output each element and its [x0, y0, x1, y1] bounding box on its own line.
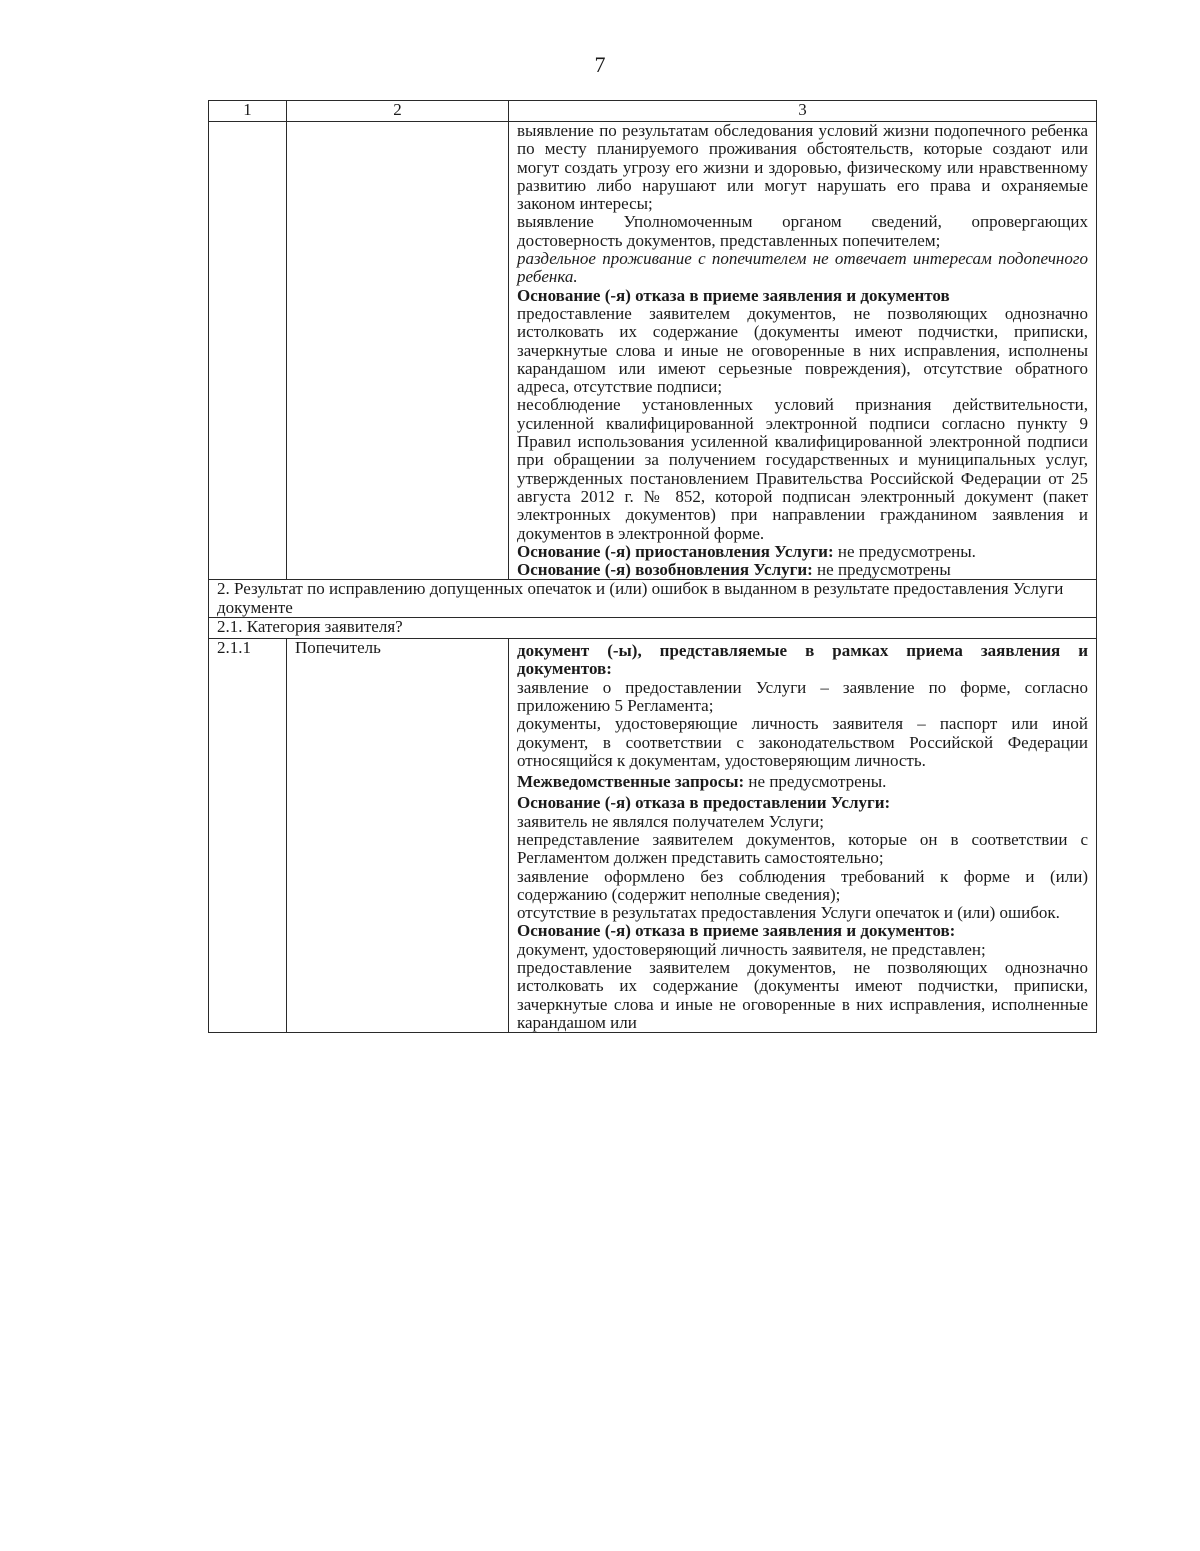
table-row-continuation	[209, 122, 1097, 580]
bold-heading: Основание (-я) отказа в предоставлении Услуги:	[517, 793, 891, 813]
paragraph-text: не предусмотрены.	[744, 772, 887, 792]
grounds-paragraph	[517, 561, 1088, 579]
paragraph-text: раздельное проживание с попечителем не отвечает интересам подопечного ребенка.	[517, 249, 1088, 287]
paragraph-text: непредставление заявителем документов, которые он в соответствии с Регламентом должен представить самостоятельно;	[517, 829, 1088, 868]
section-row-2	[209, 580, 1097, 618]
paragraph-text: заявление оформлено без соблюдения требований к форме и (или) содержанию (содержит неполные сведения);	[517, 866, 1088, 904]
paragraph-text: документы, удостоверяющие личность заявителя – паспорт или иной документ, в соответствии с законодательством Российской Федерации относящийся к документам, удостоверяющим личность.	[517, 714, 1088, 770]
documents-paragraph	[517, 831, 1088, 868]
grounds-paragraph	[517, 122, 1088, 213]
grounds-paragraph	[517, 305, 1088, 396]
bold-heading: Основание (-я) отказа в приеме заявления и документов	[517, 285, 950, 305]
cell-grounds-continued	[509, 122, 1097, 580]
paragraph-text: выявление по результатам обследования условий жизни подопечного ребенка по месту планируемого проживания обстоятельств, которые создают или могут создать угрозу его жизни и здоровью, физическому или нравственному развитию либо нарушают или могут нарушать его права и охраняемые законом интересы;	[517, 121, 1088, 214]
bold-heading: Основание (-я) отказа в приеме заявления и документов:	[517, 921, 956, 941]
paragraph-text: несоблюдение установленных условий признания действительности, усиленной квалифицированной электронной подписи согласно пункту 9 Правил использования усиленной квалифицированной электронной подписи при обращении за получением государственных и муниципальных услуг, утвержденных постановлением Правительства Российской Федерации от 25 августа 2012 г. № 852, которой подписан электронный документ (пакет электронных документов) при направлении гражданином заявления и документов в электронной форме.	[517, 395, 1088, 543]
documents-paragraph	[517, 794, 1088, 812]
paragraph-text: предоставление заявителем документов, не позволяющих однозначно истолковать их содержание (документы имеют подчистки, приписки, зачеркнутые слова и иные не оговоренные в них исправления, исполнены карандашом или имеют серьезные повреждения), отсутствие обратного адреса, отсутствие подписи;	[517, 303, 1088, 397]
cell-number-empty	[209, 122, 287, 580]
column-header-3: 3	[509, 101, 1097, 122]
documents-paragraph	[517, 941, 1088, 959]
cell-category-empty	[287, 122, 509, 580]
paragraph-text: не предусмотрены	[812, 560, 951, 580]
column-header-1: 1	[209, 101, 287, 122]
paragraph-text: не предусмотрены.	[833, 541, 976, 561]
bold-heading: Основание (-я) возобновления Услуги:	[517, 560, 813, 580]
documents-paragraph	[517, 904, 1088, 922]
grounds-paragraph	[517, 213, 1088, 250]
documents-paragraph	[517, 922, 1088, 940]
bold-heading: Межведомственные запросы:	[517, 772, 745, 792]
documents-paragraph	[517, 715, 1088, 770]
bold-heading: Основание (-я) приостановления Услуги:	[517, 541, 834, 561]
grounds-paragraph	[517, 250, 1088, 287]
grounds-paragraph	[517, 543, 1088, 561]
documents-paragraph	[517, 959, 1088, 1032]
row-number: 2.1.1	[209, 639, 287, 1033]
cell-documents-and-grounds	[509, 639, 1097, 1033]
grounds-paragraph	[517, 396, 1088, 542]
paragraph-text: отсутствие в результатах предоставления Услуги опечаток и (или) ошибок.	[517, 903, 1060, 923]
paragraph-text: выявление Уполномоченным органом сведений, опровергающих достоверность документов, представленных попечителем;	[517, 212, 1088, 250]
documents-paragraph	[517, 773, 1088, 791]
paragraph-text: заявление о предоставлении Услуги – заявление по форме, согласно приложению 5 Регламента;	[517, 677, 1088, 715]
bold-heading: документ (-ы), представляемые в рамках приема заявления и документов:	[517, 641, 1088, 679]
paragraph-text: документ, удостоверяющий личность заявителя, не представлен;	[517, 939, 986, 959]
section-2-1-title: 2.1. Категория заявителя?	[209, 618, 1097, 639]
section-2-title: 2. Результат по исправлению допущенных опечаток и (или) ошибок в выданном в результате предоставления Услуги документе	[209, 580, 1097, 618]
section-row-2-1	[209, 618, 1097, 639]
applicant-category: Попечитель	[287, 639, 509, 1033]
table-row-2-1-1	[209, 639, 1097, 1033]
grounds-paragraph	[517, 287, 1088, 305]
paragraph-text: заявитель не являлся получателем Услуги;	[517, 811, 824, 831]
documents-paragraph	[517, 868, 1088, 905]
paragraph-text: предоставление заявителем документов, не позволяющих однозначно истолковать их содержание (документы имеют подчистки, приписки, зачеркнутые слова и иные не оговоренные в них исправления, исполненные карандашом или	[517, 958, 1088, 1032]
documents-paragraph	[517, 679, 1088, 716]
column-header-2: 2	[287, 101, 509, 122]
table-header-row	[209, 101, 1097, 122]
documents-paragraph	[517, 642, 1088, 679]
documents-paragraph	[517, 813, 1088, 831]
regulation-table	[208, 100, 1097, 1033]
page-number: 7	[594, 52, 606, 77]
